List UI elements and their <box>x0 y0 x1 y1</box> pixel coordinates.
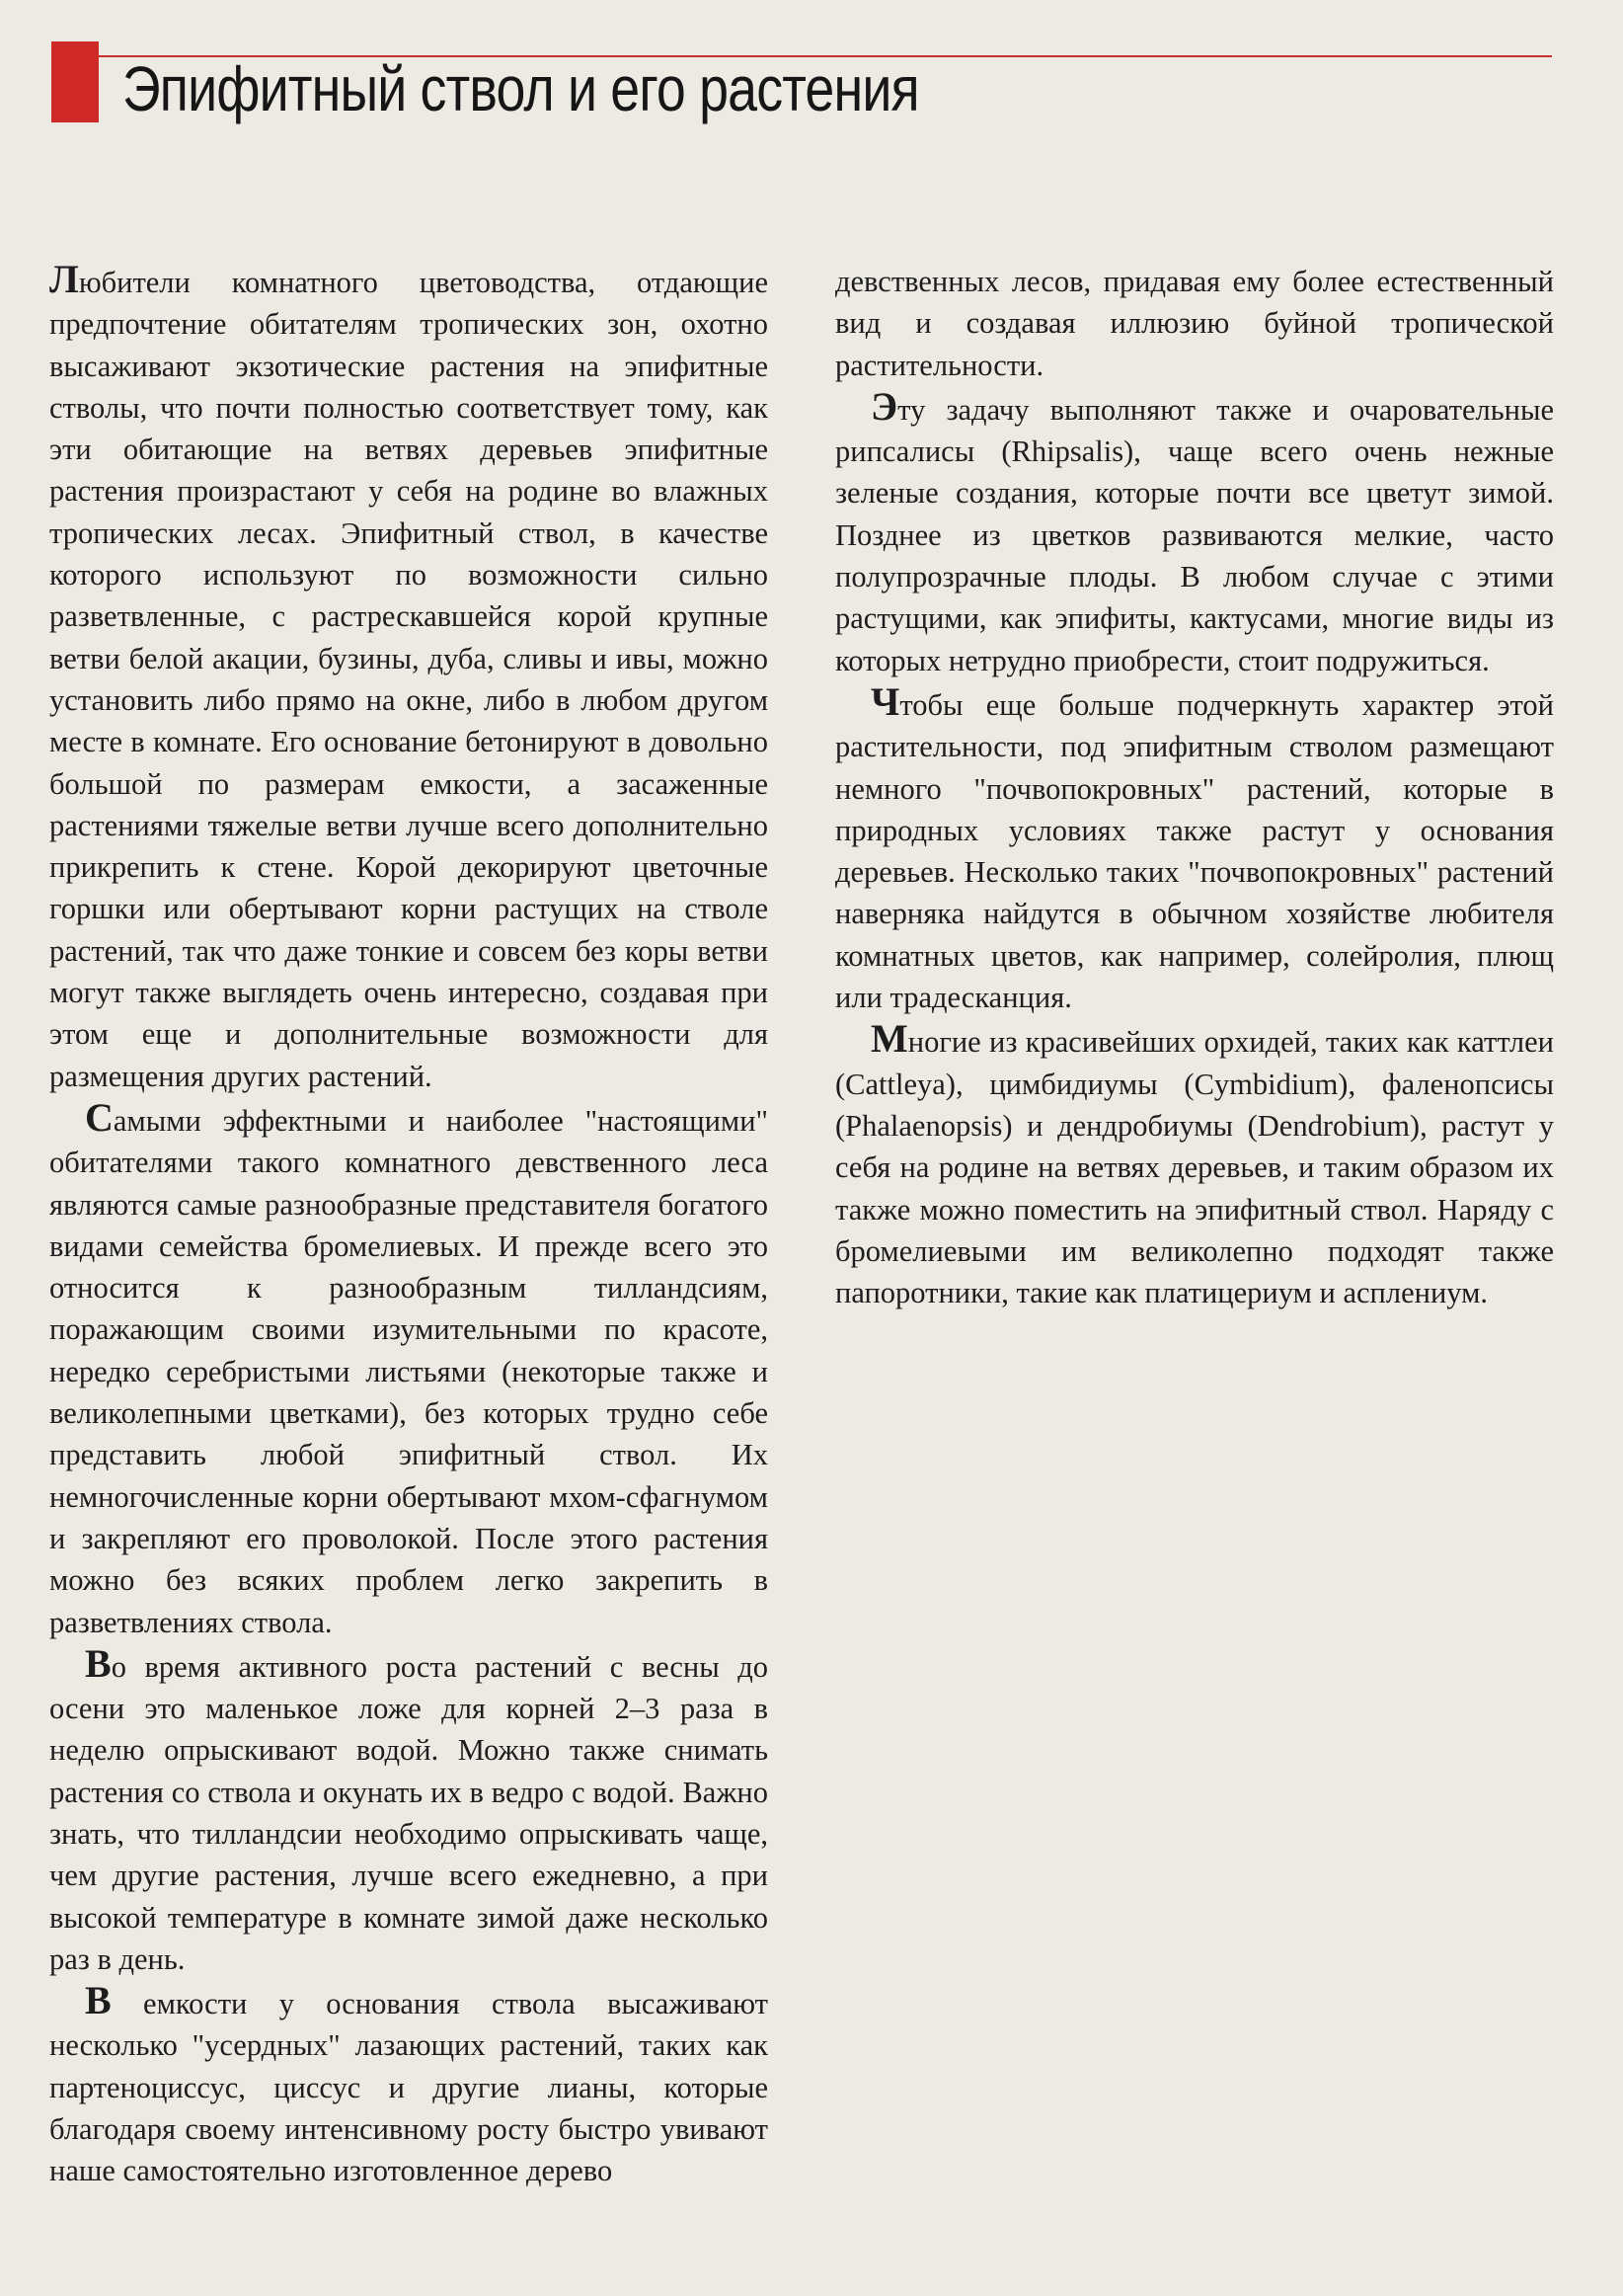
initial-letter: Ч <box>871 678 900 724</box>
paragraph-text: тобы еще больше подчеркнуть характер этой растительности, под эпифитным стволом размещают немного "почвопокровных" растений, которые в природных условиях также растут у основания деревьев. Несколько таких "почвопокровных" растений наверняка найдутся в обычном хозяйстве любителя комнатных цветов, как например, солейролия, плющ или традесканция. <box>835 687 1554 1015</box>
initial-letter: Л <box>49 257 79 301</box>
initial-letter: М <box>871 1016 908 1062</box>
text-column-left <box>49 259 768 2192</box>
initial-letter: В <box>85 1978 112 2023</box>
paragraph <box>49 1640 768 1980</box>
paragraph <box>835 261 1554 386</box>
paragraph-text: о время активного роста растений с весны до осени это маленькое ложе для корней 2–3 раза в неделю опрыскивают водой. Можно также снимать растения со ствола и окунать их в ведро с водой. Важно знать, что тилландсии необходимо опрыскивать чаще, чем другие растения, лучше всего ежедневно, а при высокой температуре в комнате зимой даже несколько раз в день. <box>49 1649 768 1976</box>
paragraph <box>49 259 768 1097</box>
paragraph <box>835 1018 1554 1313</box>
paragraph <box>835 678 1554 1018</box>
paragraph-text: амыми эффектными и наиболее "настоящими" обитателями такого комнатного девственного леса являются самые разнообразные представителя богатого видами семейства бромелиевых. И прежде всего это относится к разнообразным тилландсиям, поражающим своими изумительными по красоте, нередко серебристыми листьями (некоторые также и великолепными цветками), без которых трудно себе представить любой эпифитный ствол. Их немногочисленные корни обертывают мхом-сфагнумом и закрепляют его проволокой. После этого растения можно без всяких проблем легко закрепить в разветвлениях ствола. <box>49 1103 768 1639</box>
paragraph-text: ту задачу выполняют также и очаровательные рипсалисы (Rhipsalis), чаще всего очень нежные зеленые создания, которые почти все цветут зимой. Позднее из цветков развиваются мелкие, часто полупрозрачные плоды. В любом случае с этими растущими, как эпифиты, кактусами, многие виды из которых нетрудно приобрести, стоит подружиться. <box>835 392 1554 677</box>
paragraph <box>835 383 1554 681</box>
paragraph-text: ногие из красивейших орхидей, таких как каттлеи (Cattleya), цимбидиумы (Cymbidium), фаленопсисы (Phalaenopsis) и дендробиумы (Dendrobium), растут у себя на родине на ветвях деревьев, и таким образом их также можно поместить на эпифитный ствол. Наряду с бромелиевыми им великолепно подходят также папоротники, такие как платицериум и асплениум. <box>835 1025 1554 1310</box>
initial-letter: Э <box>871 383 898 429</box>
text-column-right <box>835 261 1554 1313</box>
paragraph-text: юбители комнатного цветоводства, отдающие предпочтение обитателям тропических зон, охотно высаживают экзотические растения на эпифитные стволы, что почти полностью соответствует тому, как эти обитающие на ветвях деревьев эпифитные растения произрастают у себя на родине во влажных тропических лесах. Эпифитный ствол, в качестве которого используют по возможности сильно разветвленные, с растрескавшейся корой крупные ветви белой акации, бузины, дуба, сливы и ивы, можно установить либо прямо на окне, либо в любом другом месте в комнате. Его основание бетонируют в довольно большой по размерам емкости, а засаженные растениями тяжелые ветви лучше всего дополнительно прикрепить к стене. Корой декорируют цветочные горшки или обертывают корни растущих на стволе растений, так что даже тонкие и совсем без коры ветви могут также выглядеть очень интересно, создавая при этом еще и дополнительные возможности для размещения других растений. <box>49 266 768 1093</box>
paragraph-text: емкости у основания ствола высаживают несколько "усердных" лазающих растений, таких как партеноциссус, циссус и другие лианы, которые благодаря своему интенсивному росту быстро увивают наше самостоятельно изготовленное дерево <box>49 1987 768 2188</box>
header-accent-block <box>51 41 99 122</box>
initial-letter: С <box>85 1094 114 1140</box>
paragraph-text: девственных лесов, придавая ему более естественный вид и создавая иллюзию буйной тропической растительности. <box>835 265 1554 382</box>
paragraph <box>49 1980 768 2191</box>
page-title: Эпифитный ствол и его растения <box>122 53 919 124</box>
paragraph <box>49 1094 768 1643</box>
initial-letter: В <box>85 1640 112 1686</box>
